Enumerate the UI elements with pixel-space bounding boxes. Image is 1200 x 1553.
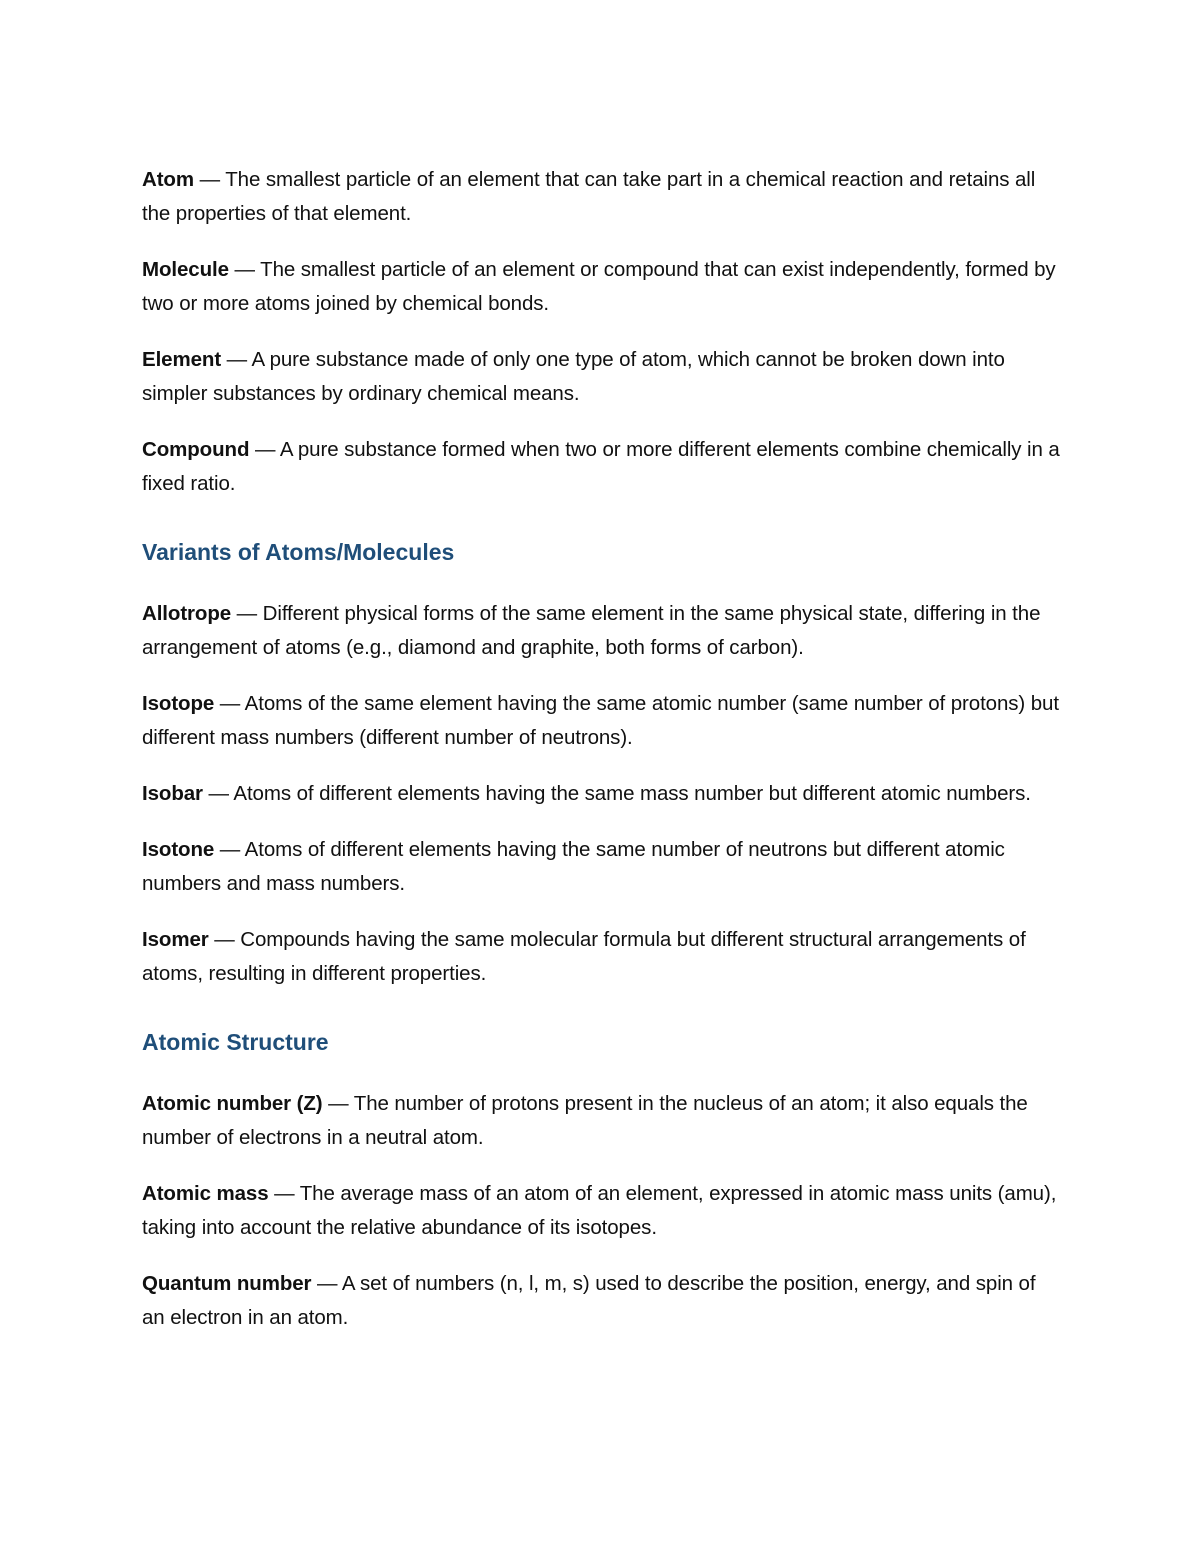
separator: — <box>202 782 234 805</box>
definition-element <box>142 343 1062 411</box>
definition-text: The smallest particle of an element or compound that can exist independently, formed by two or more atoms joined by chemical bonds. <box>142 258 1056 315</box>
term: Isomer <box>142 928 209 951</box>
definition-text: The number of protons present in the nucleus of an atom; it also equals the number of electrons in a neutral atom. <box>142 1092 1028 1149</box>
term: Allotrope <box>142 602 232 625</box>
definition-text: Atoms of different elements having the same number of neutrons but different atomic numbers and mass numbers. <box>142 838 1005 895</box>
section-heading: Variants of Atoms/Molecules <box>142 539 455 565</box>
definition-atomic-mass <box>142 1177 1062 1245</box>
section-heading: Atomic Structure <box>142 1029 329 1055</box>
definition-text: The smallest particle of an element that can take part in a chemical reaction and retains all the properties of that element. <box>142 168 1036 225</box>
section-variants <box>142 537 1062 991</box>
definition-atom <box>142 163 1062 231</box>
definition-isotope <box>142 687 1062 755</box>
separator: — <box>214 838 245 861</box>
term: Isotope <box>142 692 215 715</box>
definition-isobar <box>142 777 1062 811</box>
separator: — <box>208 928 241 951</box>
definition-text: A set of numbers (n, l, m, s) used to describe the position, energy, and spin of an electron in an atom. <box>142 1272 1036 1329</box>
term: Isobar <box>142 782 203 805</box>
definition-text: Atoms of the same element having the same atomic number (same number of protons) but different mass numbers (different number of neutrons). <box>142 692 1059 749</box>
term: Quantum number <box>142 1272 312 1295</box>
separator: — <box>231 602 263 625</box>
separator: — <box>268 1182 300 1205</box>
section-basic-definitions <box>142 163 1062 501</box>
separator: — <box>311 1272 342 1295</box>
definition-text: A pure substance made of only one type of atom, which cannot be broken down into simpler substances by ordinary chemical means. <box>142 348 1005 405</box>
definition-allotrope <box>142 597 1062 665</box>
term: Atomic mass <box>142 1182 269 1205</box>
separator: — <box>214 692 245 715</box>
definition-atomic-number <box>142 1087 1062 1155</box>
term: Atomic number (Z) <box>142 1092 323 1115</box>
definition-text: Different physical forms of the same element in the same physical state, differing in the arrangement of atoms (e.g., diamond and graphite, both forms of carbon). <box>142 602 1041 659</box>
term: Molecule <box>142 258 229 281</box>
definition-quantum-number <box>142 1267 1062 1335</box>
separator: — <box>322 1092 354 1115</box>
separator: — <box>228 258 261 281</box>
term: Element <box>142 348 222 371</box>
document-page <box>142 163 1062 1357</box>
separator: — <box>221 348 252 371</box>
definition-text: Atoms of different elements having the same mass number but different atomic numbers. <box>233 782 1031 805</box>
separator: — <box>193 168 226 191</box>
definition-molecule <box>142 253 1062 321</box>
separator: — <box>249 438 280 461</box>
definition-compound <box>142 433 1062 501</box>
section-atomic-structure <box>142 1027 1062 1335</box>
definition-text: Compounds having the same molecular formula but different structural arrangements of atoms, resulting in different properties. <box>142 928 1026 985</box>
definition-isomer <box>142 923 1062 991</box>
term: Compound <box>142 438 250 461</box>
definition-isotone <box>142 833 1062 901</box>
definition-text: A pure substance formed when two or more different elements combine chemically in a fixed ratio. <box>142 438 1060 495</box>
term: Atom <box>142 168 194 191</box>
term: Isotone <box>142 838 215 861</box>
definition-text: The average mass of an atom of an element, expressed in atomic mass units (amu), taking into account the relative abundance of its isotopes. <box>142 1182 1057 1239</box>
